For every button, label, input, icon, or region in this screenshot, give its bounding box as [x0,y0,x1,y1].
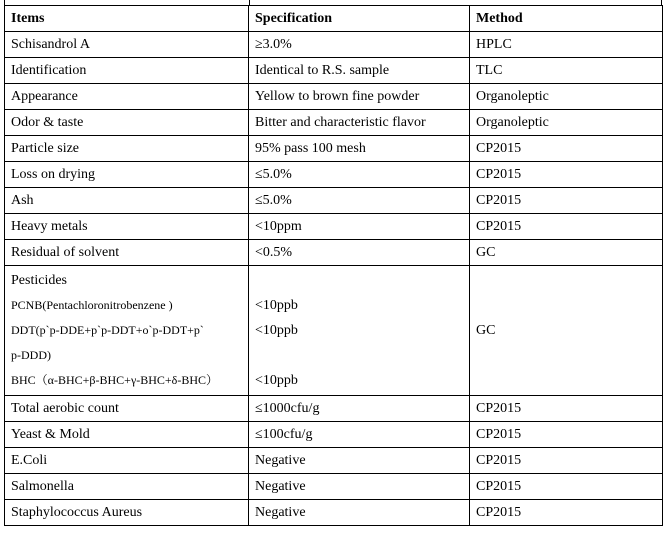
item-cell: E.Coli [5,448,249,474]
spec-cell: ≥3.0% [249,32,470,58]
specification-table [4,5,663,526]
bhc-item: BHC（α-BHC+β-BHC+γ-BHC+δ-BHC） [11,373,219,387]
pesticides-title: Pesticides [11,273,67,288]
method-cell: TLC [470,58,663,84]
table-row [5,58,663,84]
spec-cell: Negative [249,500,470,526]
pesticides-spec-cell [249,266,470,396]
pesticides-row [5,266,663,396]
table-row [5,188,663,214]
table-row [5,214,663,240]
spec-cell: Identical to R.S. sample [249,58,470,84]
pesticides-item-cell [5,266,249,396]
ddt-item-line1: DDT(p`p-DDE+p`p-DDT+o`p-DDT+p` [11,323,204,337]
table-row [5,84,663,110]
item-cell: Schisandrol A [5,32,249,58]
table-row [5,162,663,188]
ddt-item-line2: p-DDD) [11,348,51,362]
item-cell: Heavy metals [5,214,249,240]
item-cell: Total aerobic count [5,396,249,422]
method-cell: CP2015 [470,474,663,500]
method-cell: CP2015 [470,396,663,422]
method-cell: Organoleptic [470,110,663,136]
item-cell: Ash [5,188,249,214]
item-cell: Loss on drying [5,162,249,188]
table-row [5,136,663,162]
item-cell: Particle size [5,136,249,162]
spec-cell: Yellow to brown fine powder [249,84,470,110]
spec-cell: <0.5% [249,240,470,266]
table-row [5,448,663,474]
spec-cell: ≤5.0% [249,162,470,188]
item-cell: Identification [5,58,249,84]
method-cell: CP2015 [470,422,663,448]
spec-cell: Bitter and characteristic flavor [249,110,470,136]
table-row [5,240,663,266]
spec-cell: Negative [249,474,470,500]
item-cell: Staphylococcus Aureus [5,500,249,526]
table-row [5,474,663,500]
table-row [5,110,663,136]
item-cell: Salmonella [5,474,249,500]
header-method: Method [470,6,663,32]
method-cell: Organoleptic [470,84,663,110]
pesticides-method-cell: GC [470,266,663,396]
table-row [5,500,663,526]
spec-cell: 95% pass 100 mesh [249,136,470,162]
item-cell: Yeast & Mold [5,422,249,448]
table-row [5,32,663,58]
spec-cell: Negative [249,448,470,474]
pcnb-item: PCNB(Pentachloronitrobenzene ) [11,298,173,312]
method-cell: HPLC [470,32,663,58]
method-cell: CP2015 [470,448,663,474]
pcnb-spec: <10ppb [255,298,298,313]
method-cell: CP2015 [470,136,663,162]
table-row [5,396,663,422]
bhc-spec: <10ppb [255,373,298,388]
item-cell: Appearance [5,84,249,110]
spec-cell: ≤100cfu/g [249,422,470,448]
item-cell: Odor & taste [5,110,249,136]
header-row [5,6,663,32]
ddt-spec: <10ppb [255,323,298,338]
method-cell: GC [470,240,663,266]
item-cell: Residual of solvent [5,240,249,266]
header-specification: Specification [249,6,470,32]
method-cell: CP2015 [470,500,663,526]
spec-cell: <10ppm [249,214,470,240]
method-cell: CP2015 [470,188,663,214]
table-row [5,422,663,448]
spec-cell: ≤5.0% [249,188,470,214]
method-cell: CP2015 [470,214,663,240]
header-items: Items [5,6,249,32]
spec-cell: ≤1000cfu/g [249,396,470,422]
method-cell: CP2015 [470,162,663,188]
spacer [255,343,463,368]
